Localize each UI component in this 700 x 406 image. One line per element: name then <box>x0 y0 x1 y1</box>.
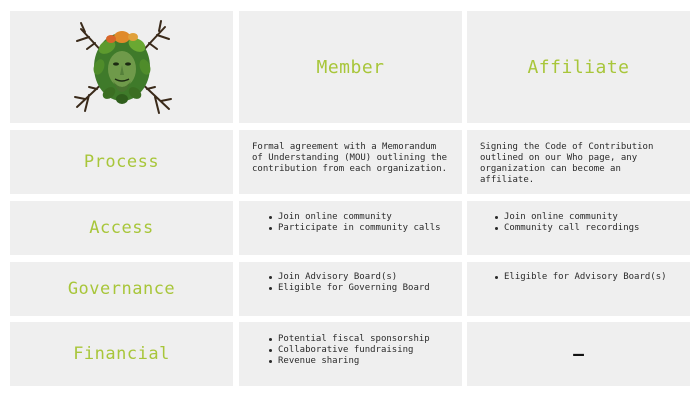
column-header-affiliate <box>467 11 690 123</box>
green-man-leaf-face-icon <box>67 17 177 117</box>
list-item: Join online community <box>494 212 690 223</box>
access-member-cell <box>239 201 462 255</box>
row-label-process-text: Process <box>83 152 160 172</box>
column-header-member-label: Member <box>316 56 385 78</box>
access-member-list <box>268 212 462 234</box>
financial-member-cell <box>239 322 462 386</box>
list-item: Participate in community calls <box>268 223 462 234</box>
list-item: Collaborative fundraising <box>268 345 462 356</box>
row-label-access <box>10 201 233 255</box>
list-item: Revenue sharing <box>268 356 462 367</box>
row-label-governance-text: Governance <box>67 279 176 299</box>
row-label-governance <box>10 262 233 316</box>
governance-affiliate-cell <box>467 262 690 316</box>
row-label-financial <box>10 322 233 386</box>
access-affiliate-cell <box>467 201 690 255</box>
process-affiliate-text: Signing the Code of Contribution outlined on our Who page, any organization can become an affiliate. <box>480 142 654 185</box>
access-affiliate-list <box>494 212 690 234</box>
row-label-process <box>10 130 233 194</box>
list-item: Join Advisory Board(s) <box>268 272 462 283</box>
list-item: Join online community <box>268 212 462 223</box>
governance-member-list <box>268 272 462 294</box>
list-item: Community call recordings <box>494 223 690 234</box>
process-member-text: Formal agreement with a Memorandum of Understanding (MOU) outlining the contribution from each organization. <box>252 142 448 174</box>
list-item: Eligible for Governing Board <box>268 283 462 294</box>
financial-affiliate-cell <box>467 322 690 386</box>
process-affiliate-cell <box>467 130 690 194</box>
list-item: Eligible for Advisory Board(s) <box>494 272 690 283</box>
financial-member-list <box>268 334 462 367</box>
governance-member-cell <box>239 262 462 316</box>
governance-affiliate-list <box>494 272 690 283</box>
column-header-member <box>239 11 462 123</box>
row-label-access-text: Access <box>89 218 154 238</box>
not-applicable-dash: — <box>573 343 584 365</box>
row-label-financial-text: Financial <box>73 344 170 364</box>
process-member-cell <box>239 130 462 194</box>
logo-cell <box>10 11 233 123</box>
column-header-affiliate-label: Affiliate <box>527 56 630 78</box>
list-item: Potential fiscal sponsorship <box>268 334 462 345</box>
